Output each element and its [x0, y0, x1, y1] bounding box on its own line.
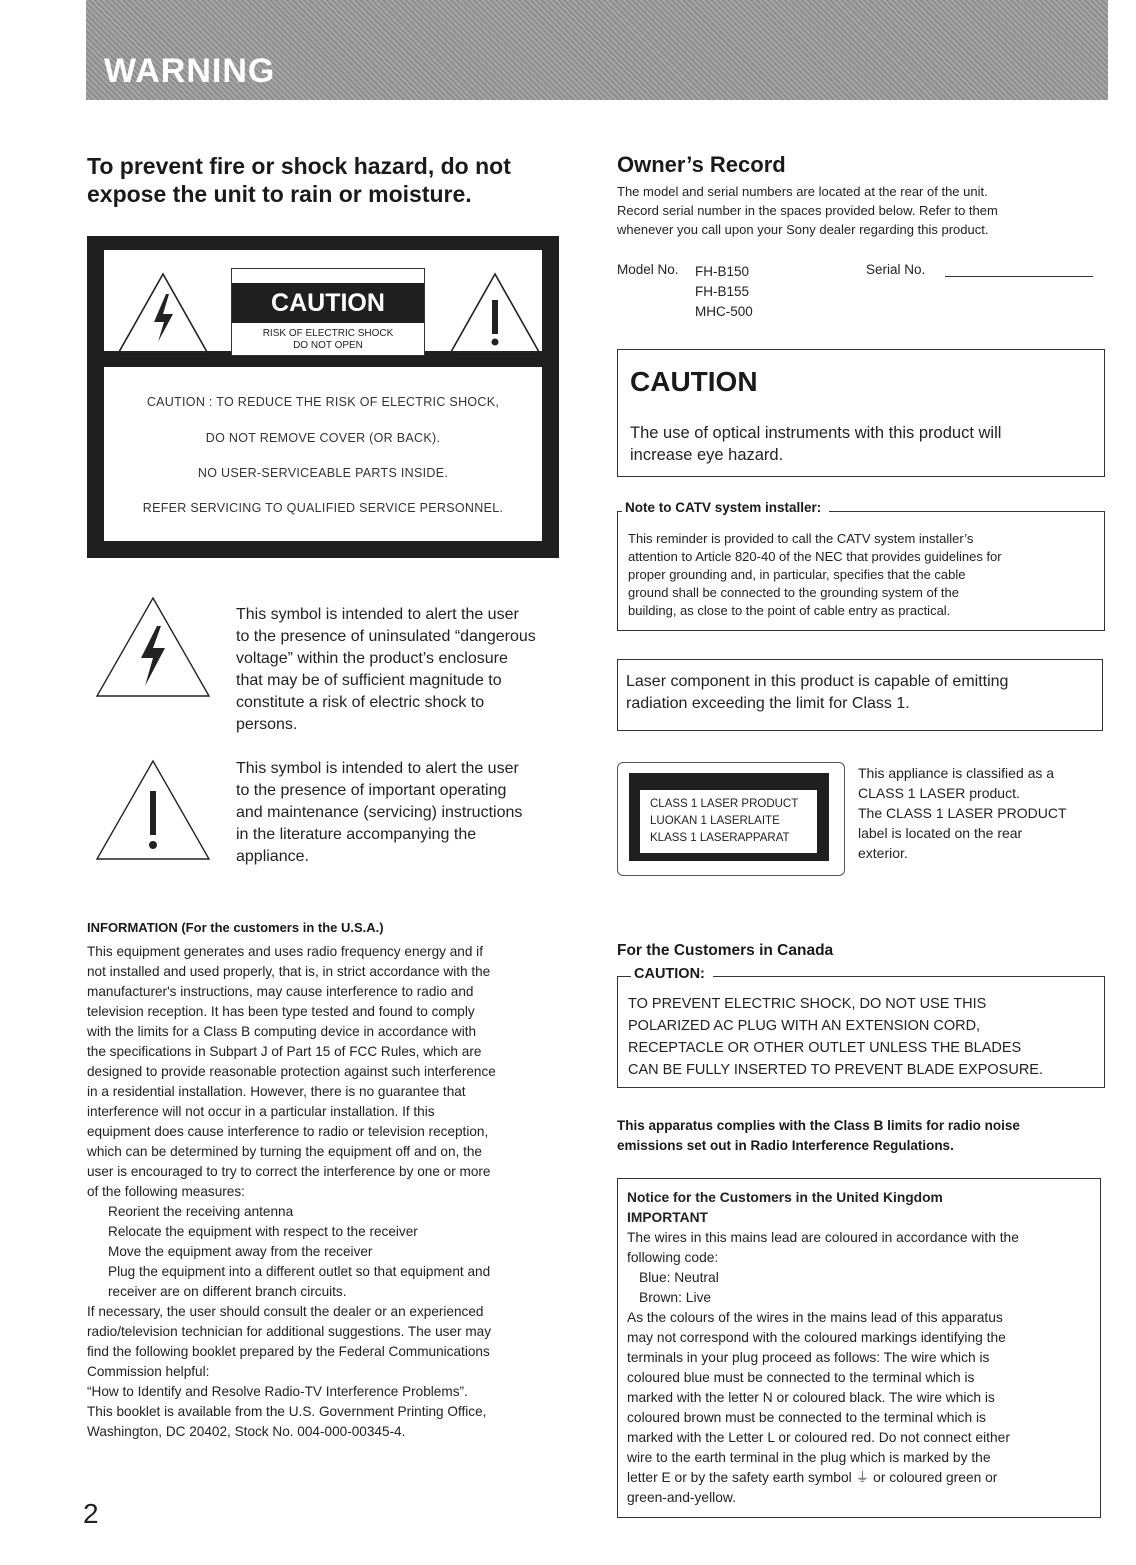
- optical-caution-line: The use of optical instruments with this product will: [630, 424, 1002, 442]
- description-line: This symbol is intended to alert the user: [236, 760, 519, 777]
- serial-number-label: Serial No.: [866, 262, 926, 277]
- description-line: in the literature accompanying the: [236, 826, 477, 843]
- uk-line: terminals in your plug proceed as follows: The wire which is: [627, 1350, 990, 1365]
- laser-product-label: [617, 762, 845, 876]
- uk-important-label: IMPORTANT: [627, 1210, 708, 1225]
- appliance-line: This appliance is classified as a: [858, 765, 1055, 781]
- info-line: not installed and used properly, that is, in strict accordance with the: [87, 964, 491, 979]
- wire-code: Blue: Neutral: [639, 1270, 719, 1285]
- information-title: INFORMATION (For the customers in the U.S.A.): [87, 920, 384, 935]
- info-line: If necessary, the user should consult the dealer or an experienced: [87, 1304, 484, 1319]
- info-line: manufacturer's instructions, may cause interference to radio and: [87, 984, 474, 999]
- appliance-line: CLASS 1 LASER product.: [858, 785, 1020, 801]
- uk-notice-title: Notice for the Customers in the United Kingdom: [627, 1190, 943, 1205]
- caution-line: CAUTION : TO REDUCE THE RISK OF ELECTRIC SHOCK,: [146, 395, 500, 409]
- description-line: This symbol is intended to alert the user: [236, 606, 519, 623]
- laser-notice-box: [617, 659, 1103, 731]
- uk-line: may not correspond with the coloured markings identifying the: [627, 1330, 1006, 1345]
- headline-line: To prevent fire or shock hazard, do not: [87, 153, 511, 179]
- info-line: with the limits for a Class B computing device in accordance with: [87, 1024, 477, 1039]
- caution-sub-line: DO NOT OPEN: [293, 340, 363, 351]
- headline-line: expose the unit to rain or moisture.: [87, 181, 472, 207]
- measure-item: Move the equipment away from the receiver: [108, 1244, 373, 1259]
- measure-item: receiver are on different branch circuits.: [108, 1284, 347, 1299]
- info-line: television reception. It has been type tested and found to comply: [87, 1004, 475, 1019]
- info-line: in a residential installation. However, there is no guarantee that: [87, 1084, 466, 1099]
- laser-notice-line: radiation exceeding the limit for Class 1.: [626, 695, 910, 712]
- info-line: which can be determined by turning the equipment off and on, the: [87, 1144, 482, 1159]
- uk-line: following code:: [627, 1250, 719, 1265]
- info-line: “How to Identify and Resolve Radio-TV Interference Problems”.: [87, 1384, 468, 1399]
- caution-label-subtitle: [232, 328, 424, 352]
- catv-line: ground shall be connected to the grounding system of the: [628, 585, 959, 600]
- catv-note-box: [617, 511, 1105, 631]
- lightning-symbol-description: [236, 604, 581, 736]
- laser-notice-line: Laser component in this product is capable of emitting: [626, 673, 1009, 690]
- laser-notice-text: [626, 671, 1086, 715]
- info-line: of the following measures:: [87, 1184, 245, 1199]
- caution-label-title: CAUTION: [232, 283, 424, 323]
- description-line: constitute a risk of electric shock to: [236, 694, 485, 711]
- description-line: to the presence of important operating: [236, 782, 507, 799]
- laser-label-frame: [629, 773, 829, 861]
- banner-title: WARNING: [104, 52, 276, 90]
- catv-line: This reminder is provided to call the CATV system installer’s: [628, 531, 974, 546]
- caution-panel: [87, 236, 559, 558]
- appliance-line: The CLASS 1 LASER PRODUCT: [858, 805, 1067, 821]
- description-line: voltage” within the product’s enclosure: [236, 650, 508, 667]
- catv-line: attention to Article 820-40 of the NEC that provides guidelines for: [628, 549, 1002, 564]
- apparatus-line: This apparatus complies with the Class B limits for radio noise: [617, 1118, 1020, 1133]
- laser-label-line: LUOKAN 1 LASERLAITE: [650, 815, 780, 827]
- catv-line: proper grounding and, in particular, specifies that the cable: [628, 567, 966, 582]
- info-line: Commission helpful:: [87, 1364, 210, 1379]
- measure-item: Plug the equipment into a different outlet so that equipment and: [108, 1264, 491, 1279]
- owners-line: Record serial number in the spaces provided below. Refer to them: [617, 203, 998, 218]
- laser-label-line: CLASS 1 LASER PRODUCT: [650, 798, 799, 810]
- canada-line: TO PREVENT ELECTRIC SHOCK, DO NOT USE THIS: [628, 996, 987, 1012]
- measure-item: Relocate the equipment with respect to the receiver: [108, 1224, 418, 1239]
- optical-caution-box: [617, 349, 1105, 477]
- caution-line: REFER SERVICING TO QUALIFIED SERVICE PERSONNEL.: [142, 501, 504, 515]
- canada-line: POLARIZED AC PLUG WITH AN EXTENSION CORD,: [628, 1018, 981, 1034]
- description-line: persons.: [236, 716, 298, 733]
- model-number: MHC-500: [695, 304, 753, 319]
- owners-line: whenever you call upon your Sony dealer regarding this product.: [617, 222, 989, 237]
- serial-number-field[interactable]: [945, 276, 1093, 277]
- caution-label: [231, 268, 425, 356]
- apparatus-compliance: [617, 1116, 1107, 1156]
- uk-notice-box: [617, 1178, 1101, 1518]
- description-line: and maintenance (servicing) instructions: [236, 804, 523, 821]
- appliance-classification-text: [858, 763, 1108, 863]
- optical-caution-title: CAUTION: [630, 366, 758, 397]
- apparatus-line: emissions set out in Radio Interference Regulations.: [617, 1138, 954, 1153]
- canada-caution-box: [617, 976, 1105, 1088]
- info-line: user is encouraged to try to correct the interference by one or more: [87, 1164, 491, 1179]
- info-line: the specifications in Subpart J of Part 15 of FCC Rules, which are: [87, 1044, 482, 1059]
- owners-line: The model and serial numbers are located at the rear of the unit.: [617, 184, 988, 199]
- lightning-warning-icon: [95, 596, 211, 698]
- info-line: This equipment generates and uses radio frequency energy and if: [87, 944, 483, 959]
- canada-caution-title: CAUTION:: [631, 966, 713, 982]
- info-line: This booklet is available from the U.S. Government Printing Office,: [87, 1404, 487, 1419]
- laser-label-line: KLASS 1 LASERAPPARAT: [650, 832, 790, 844]
- model-number-label: Model No.: [617, 262, 679, 277]
- canada-line: RECEPTACLE OR OTHER OUTLET UNLESS THE BLADES: [628, 1040, 1022, 1056]
- appliance-line: exterior.: [858, 845, 908, 861]
- page-headline: [87, 152, 557, 208]
- owners-record-text: [617, 182, 1097, 239]
- caution-instructions: [104, 367, 542, 541]
- catv-note-text: [628, 530, 1098, 620]
- info-line: interference will not occur in a particular installation. If this: [87, 1104, 435, 1119]
- model-number: FH-B150: [695, 264, 750, 279]
- info-line: equipment does cause interference to radio or television reception,: [87, 1124, 489, 1139]
- description-line: appliance.: [236, 848, 309, 865]
- lightning-warning-icon: [116, 272, 210, 354]
- info-line: radio/television technician for additional suggestions. The user may: [87, 1324, 492, 1339]
- canada-caution-text: [628, 993, 1102, 1081]
- model-number-list: [695, 262, 753, 322]
- optical-caution-text: [630, 422, 1090, 466]
- info-line: find the following booklet prepared by the Federal Communications: [87, 1344, 490, 1359]
- model-number: FH-B155: [695, 284, 750, 299]
- canada-heading: For the Customers in Canada: [617, 942, 834, 959]
- caution-line: DO NOT REMOVE COVER (OR BACK).: [205, 431, 441, 445]
- caution-label-top: [104, 250, 542, 351]
- catv-line: building, as close to the point of cable entry as practical.: [628, 603, 951, 618]
- exclamation-warning-icon: [95, 759, 211, 861]
- uk-line: marked with the Letter L or coloured red. Do not connect either: [627, 1430, 1010, 1445]
- page-number: 2: [83, 1498, 99, 1529]
- exclamation-symbol-description: [236, 758, 581, 868]
- caution-sub-line: RISK OF ELECTRIC SHOCK: [262, 328, 394, 339]
- description-line: that may be of sufficient magnitude to: [236, 672, 502, 689]
- uk-line: As the colours of the wires in the mains lead of this apparatus: [627, 1310, 1003, 1325]
- uk-line: The wires in this mains lead are coloured in accordance with the: [627, 1230, 1019, 1245]
- wire-code: Brown: Live: [639, 1290, 712, 1305]
- description-line: to the presence of uninsulated “dangerous: [236, 628, 536, 645]
- laser-label-card: [640, 790, 817, 853]
- information-body: [87, 942, 567, 1442]
- measure-item: Reorient the receiving antenna: [108, 1204, 294, 1219]
- uk-notice-content: [627, 1188, 1097, 1508]
- caution-line: NO USER-SERVICEABLE PARTS INSIDE.: [197, 466, 449, 480]
- uk-line: coloured blue must be connected to the terminal which is: [627, 1370, 975, 1385]
- uk-line: coloured brown must be connected to the terminal which is: [627, 1410, 986, 1425]
- optical-caution-line: increase eye hazard.: [630, 446, 784, 464]
- owners-record-title: Owner’s Record: [617, 152, 786, 177]
- appliance-line: label is located on the rear: [858, 825, 1023, 841]
- warning-banner: [86, 0, 1108, 100]
- uk-line: wire to the earth terminal in the plug which is marked by the: [627, 1450, 991, 1465]
- uk-line: letter E or by the safety earth symbol ⏚ or coloured green or: [627, 1470, 998, 1485]
- info-line: Washington, DC 20402, Stock No. 004-000-00345-4.: [87, 1424, 406, 1439]
- uk-line: marked with the letter N or coloured black. The wire which is: [627, 1390, 995, 1405]
- catv-note-title: Note to CATV system installer:: [622, 500, 829, 515]
- canada-line: CAN BE FULLY INSERTED TO PREVENT BLADE EXPOSURE.: [628, 1062, 1043, 1078]
- exclamation-warning-icon: [448, 272, 542, 354]
- uk-line: green-and-yellow.: [627, 1490, 736, 1505]
- info-line: designed to provide reasonable protection against such interference: [87, 1064, 496, 1079]
